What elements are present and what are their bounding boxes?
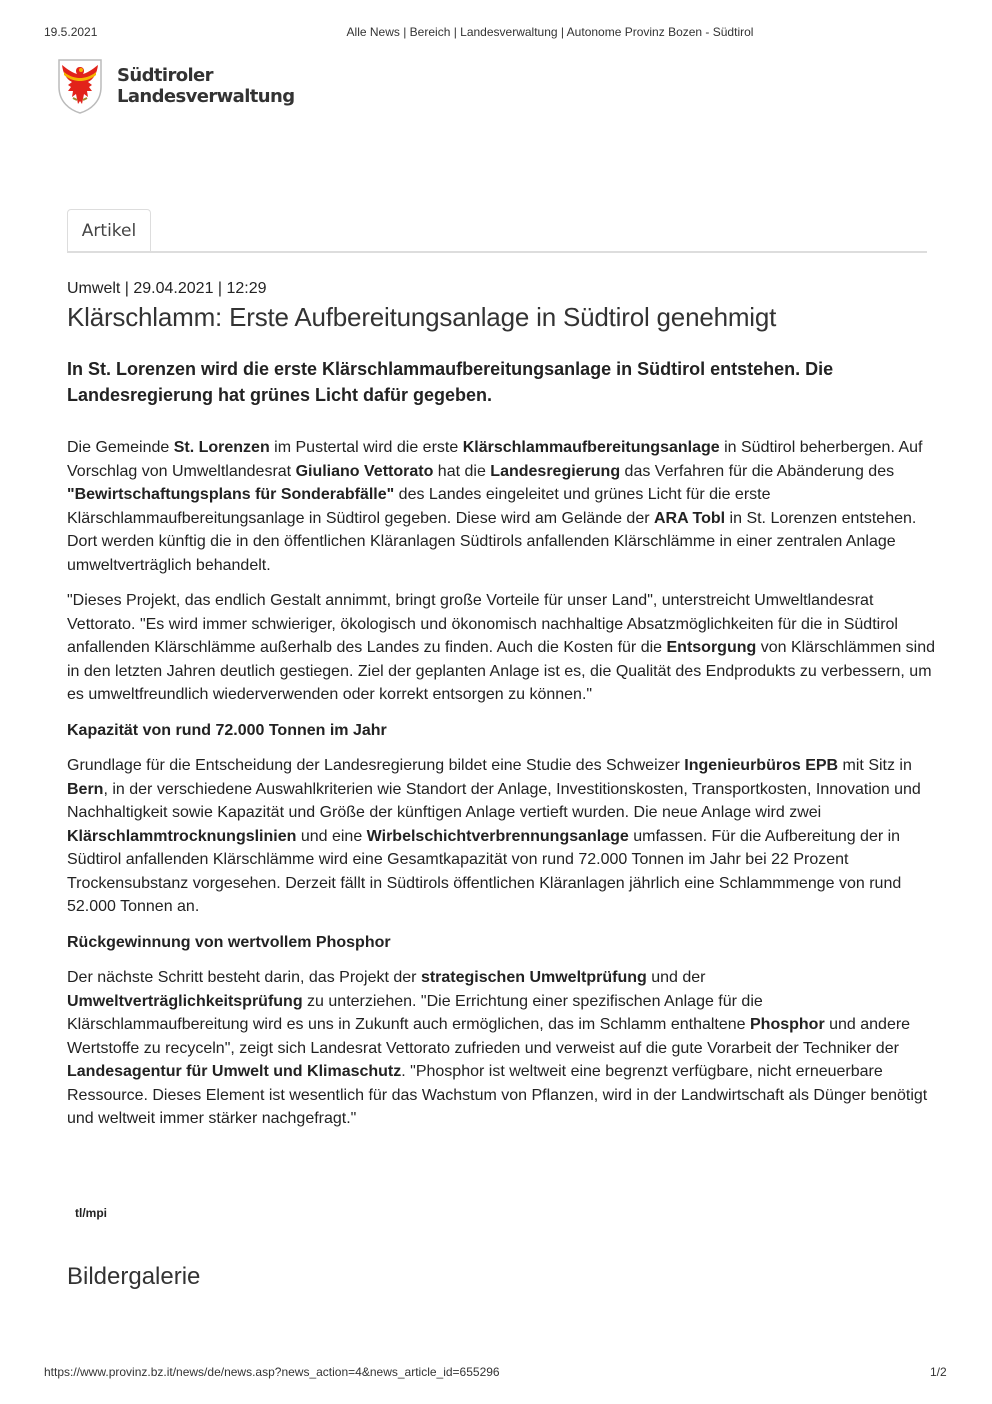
article-meta: Umwelt | 29.04.2021 | 12:29: [67, 280, 267, 297]
print-url: https://www.provinz.bz.it/news/de/news.asp?news_action=4&news_article_id=655296: [44, 1365, 500, 1379]
site-logo[interactable]: [56, 57, 295, 115]
bold-term: Wirbelschichtverbrennungsanlage: [366, 827, 629, 845]
logo-line-1: Südtiroler: [117, 65, 213, 86]
author-initials: tl/mpi: [75, 1206, 107, 1220]
bold-term: St. Lorenzen: [173, 439, 270, 456]
bold-term: Phosphor: [750, 1016, 825, 1033]
bold-term: Umweltverträglichkeitsprüfung: [67, 992, 303, 1010]
article-title: Klärschlamm: Erste Aufbereitungsanlage in Südtirol genehmigt: [67, 302, 777, 332]
tab-bar: [67, 209, 927, 253]
page-number: 1/2: [930, 1365, 947, 1379]
paragraph: Der nächste Schritt besteht darin, das Projekt der strategischen Umweltprüfung und der Umweltverträglichkeitsprüfung zu unterziehen. "Die Errichtung einer spezifischen Anlage für die Klärschlammaufbereitung wird es uns in Zukunft auch ermöglichen, das im Schlamm enthaltene Phosphor und andere Wertstoffe zu recyceln", zeigt sich Landesrat Vettorato zufrieden und verweist auf die gute Vorarbeit der Techniker der Landesagentur für Umwelt und Klimaschutz. "Phosphor ist weltweit eine begrenzt verfügbare, nicht erneuerbare Ressource. Dieses Element ist wesentlich für das Wachstum von Pflanzen, wird in der Landwirtschaft als Dünger benötigt und weltweit immer stärker nachgefragt.": [67, 969, 928, 1127]
bold-term: Landesagentur für Umwelt und Klimaschutz: [67, 1063, 402, 1080]
bold-term: Klärschlammaufbereitungsanlage: [462, 439, 720, 456]
bold-term: Bern: [67, 780, 104, 798]
bold-term: ARA Tobl: [654, 509, 726, 527]
bold-term: Entsorgung: [666, 639, 757, 656]
bold-term: strategischen Umweltprüfung: [420, 969, 647, 986]
logo-line-2: Landesverwaltung: [117, 86, 295, 107]
tab-artikel[interactable]: Artikel: [67, 209, 151, 251]
gallery-heading: Bildergalerie: [67, 1263, 201, 1290]
bold-term: Landesregierung: [490, 462, 621, 480]
bold-term: Ingenieurbüros EPB: [684, 757, 839, 774]
print-page-title: Alle News | Bereich | Landesverwaltung | Autonome Provinz Bozen - Südtirol: [346, 25, 754, 39]
article-lead: In St. Lorenzen wird die erste Klärschlammaufbereitungsanlage in Südtirol entstehen. Die Landesregierung hat grünes Licht dafür gegeben.: [67, 359, 834, 405]
article-body: [67, 436, 937, 1143]
print-date: 19.5.2021: [44, 25, 98, 39]
paragraph: Die Gemeinde St. Lorenzen im Pustertal wird die erste Klärschlammaufbereitungsanlage in Südtirol beherbergen. Auf Vorschlag von Umweltlandesrat Giuliano Vettorato hat die Landesregierung das Verfahren für die Abänderung des "Bewirtschaftungsplans für Sonderabfälle" des Landes eingeleitet und grünes Licht für die erste Klärschlammaufbereitungsanlage in Südtirol gegeben. Diese wird am Gelände der ARA Tobl in St. Lorenzen entstehen. Dort werden künftig die in den öffentlichen Kläranlagen Südtirols anfallenden Klärschlämme in einer zentralen Anlage umweltverträglich behandelt.: [67, 439, 923, 574]
bold-term: "Bewirtschaftungsplans für Sonderabfälle": [67, 486, 395, 503]
bold-term: Giuliano Vettorato: [295, 462, 434, 480]
paragraph: "Dieses Projekt, das endlich Gestalt annimmt, bringt große Vorteile für unser Land", unterstreicht Umweltlandesrat Vettorato. "Es wird immer schwieriger, ökologisch und ökonomisch nachhaltige Absatzmöglichkeiten für die in Südtirol anfallenden Klärschlämme außerhalb des Landes zu finden. Auch die Kosten für die Entsorgung von Klärschlämmen sind in den letzten Jahren deutlich gestiegen. Ziel der geplanten Anlage ist es, die Qualität des Endprodukts zu verbessern, um es umweltfreundlich wiederverwenden oder korrekt entsorgen zu können.": [67, 592, 936, 703]
coat-of-arms-icon: [56, 57, 104, 115]
section-heading: Kapazität von rund 72.000 Tonnen im Jahr: [67, 721, 387, 739]
bold-term: Klärschlammtrocknungslinien: [67, 827, 297, 845]
paragraph: Grundlage für die Entscheidung der Landesregierung bildet eine Studie des Schweizer Ingenieurbüros EPB mit Sitz in Bern, in der verschiedene Auswahlkriterien wie Standort der Anlage, Investitionskosten, Transportkosten, Innovation und Nachhaltigkeit sowie Kapazität und Größe der künftigen Anlage vertieft wurden. Die neue Anlage wird zwei Klärschlammtrocknungslinien und eine Wirbelschichtverbrennungsanlage umfassen. Für die Aufbereitung der in Südtirol anfallenden Klärschlämme wird eine Gesamtkapazität von rund 72.000 Tonnen im Jahr bei 22 Prozent Trockensubstanz vorgesehen. Derzeit fällt in Südtirols öffentlichen Kläranlagen jährlich eine Schlammmenge von rund 52.000 Tonnen an.: [67, 757, 921, 915]
section-heading: Rückgewinnung von wertvollem Phosphor: [67, 933, 391, 951]
